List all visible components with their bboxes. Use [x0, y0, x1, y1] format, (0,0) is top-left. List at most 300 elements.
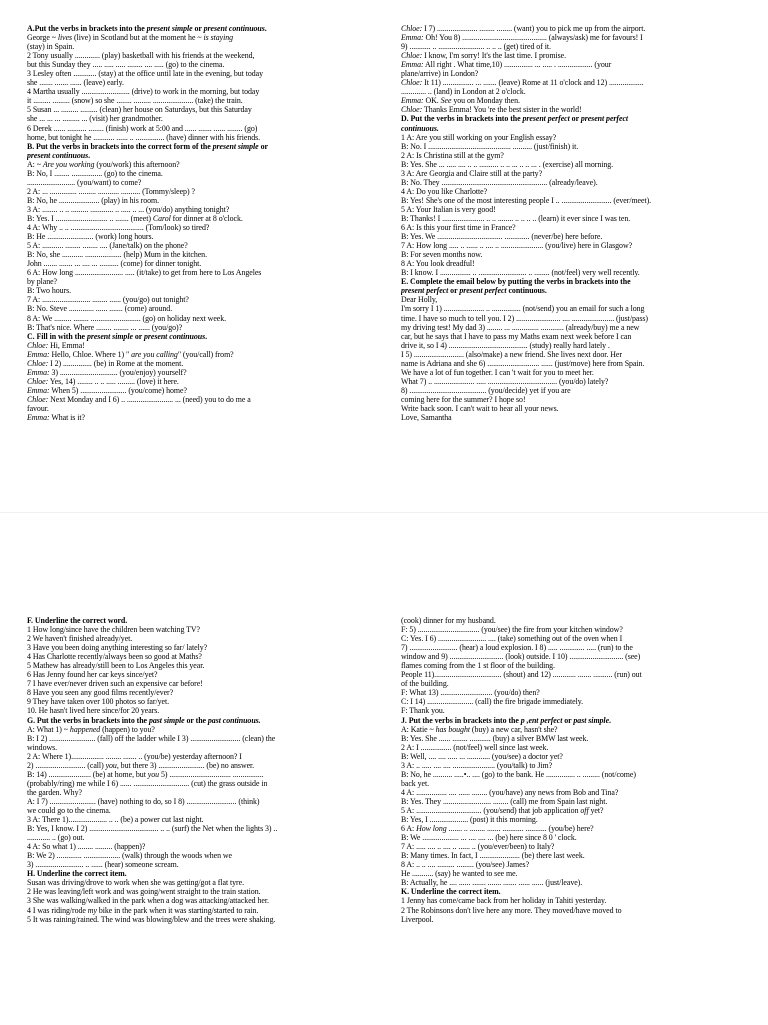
text-run: you on Monday then.	[451, 96, 520, 106]
exercise-line	[401, 142, 744, 151]
text-run: A: ~	[27, 159, 43, 169]
exercise-line	[401, 725, 744, 734]
section-heading	[401, 277, 744, 286]
text-run: Chloe:	[401, 78, 423, 88]
text-run: name is Adriana and she 6) ........................... ...... (just/move) here from Spain.	[401, 358, 645, 368]
section-heading	[401, 114, 744, 123]
text-run: B: That's nice. Where ........ ........ ... ...... (you/go)?	[27, 322, 183, 332]
text-run: A.Put the verbs in brackets into the	[27, 24, 147, 33]
text-run: she ... ... ... ......... ... (visit) her grandmother.	[27, 114, 163, 124]
text-run: (buy) a new car, hasn't she?	[469, 724, 558, 734]
exercise-line	[401, 377, 744, 386]
exercise-line	[27, 404, 367, 413]
exercise-line	[401, 395, 744, 404]
text-run: past continuous.	[207, 715, 261, 725]
exercise-line	[27, 33, 367, 42]
text-run: C. Fill in with the	[27, 331, 87, 341]
text-run: How long	[416, 824, 447, 834]
text-run: 4 A: Do you like Charlotte?	[401, 186, 488, 196]
exercise-line	[27, 250, 367, 259]
text-run: 5 It was raining/rained. The wind was blowing/blew and the trees were shaking.	[27, 914, 276, 924]
text-run: 2) .......................... (call)	[27, 760, 106, 770]
text-run: B: Yes. She ... ..... .... .. .. .......... .. .. ... .. .. ... . (exercise) all morning.	[401, 159, 614, 169]
exercise-line	[401, 268, 744, 277]
text-run: ............ .. (go) out.	[27, 833, 85, 843]
exercise-line	[401, 788, 744, 797]
exercise-line	[401, 906, 744, 915]
exercise-line	[401, 734, 744, 743]
text-run: I 2) ............... (be) in Rome at the moment.	[48, 358, 184, 368]
exercise-line	[27, 341, 367, 350]
text-run: ............. .. (land) in London at 2 o'clock.	[401, 87, 526, 97]
exercise-line	[401, 250, 744, 259]
text-run: B: No. I ........................................... .......... (just/finish) it.	[401, 141, 579, 151]
text-run: or the	[184, 715, 208, 725]
text-run: B: Yes, I know. I 2) .................................... .. .. (surf) the Net when the lights 3) ..	[27, 824, 278, 834]
text-run: C: Yes. I 6) ......................... .... (take) something out of the oven when I	[401, 634, 623, 644]
text-run: 1 How long/since have the children been watching TV?	[27, 625, 200, 635]
text-run: windows.	[27, 742, 58, 752]
text-run: of the building.	[401, 679, 449, 689]
exercise-line	[27, 241, 367, 250]
text-run: present continuous	[27, 150, 89, 160]
exercise-line	[27, 851, 367, 860]
exercise-line	[27, 743, 367, 752]
text-run: Chloe:	[27, 358, 49, 368]
exercise-line	[401, 160, 744, 169]
text-run: present perfect	[401, 286, 449, 296]
exercise-line	[27, 413, 367, 422]
text-run: Chloe:	[401, 51, 423, 61]
exercise-line	[27, 60, 367, 69]
text-run: B: Yes! She's one of the most interesting people I .. .......................... (ever/meet).	[401, 195, 652, 205]
exercise-line	[401, 824, 744, 833]
text-run: I know, I'm sorry! It's the last time. I promise.	[422, 51, 566, 61]
text-run: OK.	[423, 96, 441, 106]
text-run: .	[205, 331, 208, 341]
text-run: (cook) dinner for my husband.	[401, 616, 496, 625]
text-run: B: No, I ........ ................ (go) to the cinema.	[27, 168, 163, 178]
text-run: 6 Derek ...... .......... ........ (finish) work at 5:00 and ...... ....... ...... ........ (go)	[27, 123, 258, 133]
text-run: Emma:	[401, 33, 424, 43]
exercise-line	[401, 42, 744, 51]
section-heading	[27, 869, 367, 878]
text-run: B: I know. I ................ .. ......................... .. ........ (not/feel) very well recently.	[401, 268, 640, 278]
exercise-line	[27, 661, 367, 670]
exercise-line	[27, 205, 367, 214]
exercise-line	[401, 133, 744, 142]
text-run: D. Put the verbs in brackets into the	[401, 114, 523, 124]
exercise-line	[27, 114, 367, 123]
text-run: 5 Susan ... ......... ......... (clean) her house on Saturdays, but this Saturday	[27, 105, 252, 115]
text-run: past simple	[573, 715, 610, 725]
exercise-line	[401, 625, 744, 634]
exercise-line	[27, 752, 367, 761]
exercise-line	[27, 105, 367, 114]
text-run: present perfect	[580, 114, 629, 124]
exercise-line	[27, 634, 367, 643]
text-run: Hello, Chloe. Where 1) "	[49, 349, 132, 359]
exercise-line	[27, 643, 367, 652]
section-heading	[27, 142, 367, 151]
exercise-line	[27, 304, 367, 313]
text-run: Are you working	[42, 159, 95, 169]
exercise-line	[27, 87, 367, 96]
exercise-line	[401, 323, 744, 332]
text-run: past simple	[148, 715, 185, 725]
exercise-line	[27, 386, 367, 395]
text-run: B: Yes. We .................................. ............. (never/be) here before.	[401, 232, 603, 242]
text-run: 5 A: .................................. (you/send) that job application	[401, 805, 581, 815]
exercise-line	[401, 679, 744, 688]
exercise-line	[27, 906, 367, 915]
exercise-line	[401, 169, 744, 178]
text-run: 8) ........................................ (you/decide) yet if you are	[401, 385, 571, 395]
section-heading	[27, 616, 367, 625]
text-run: B: No. Steve ............. ...... ....... (come) around.	[27, 304, 173, 314]
text-run: the garden. Why?	[27, 787, 82, 797]
exercise-line	[27, 842, 367, 851]
exercise-line	[27, 69, 367, 78]
exercise-line	[27, 887, 367, 896]
exercise-line	[27, 915, 367, 924]
exercise-line	[401, 752, 744, 761]
text-run: p ,ent perfect	[520, 715, 563, 725]
text-run: or	[569, 114, 581, 124]
text-run: or	[562, 715, 574, 725]
text-run: ......................... (you/want) to come?	[27, 177, 142, 187]
text-run: my driving test! My dad 3) ........ ... .............. ............ (already/buy) me a new	[401, 322, 640, 332]
text-run: See	[440, 96, 452, 106]
exercise-line	[27, 806, 367, 815]
text-run: present continuous	[203, 24, 265, 33]
text-run: 2 The Robinsons don't live here any more. They moved/have moved to	[401, 905, 622, 915]
text-run: present perfect	[522, 114, 570, 124]
text-run: F: Thank you.	[401, 706, 445, 716]
text-run: (you/work) this afternoon?	[94, 159, 180, 169]
text-run: lives	[57, 33, 73, 43]
top-right-column	[401, 24, 744, 512]
text-run: or	[258, 141, 268, 151]
text-run: Hi, Emma!	[48, 340, 85, 350]
text-run: B: We ................... ... .... .... ... (be) here since 8 0 ' clock.	[401, 833, 577, 843]
text-run: 3 A: ........ .. .. ......... ............ .. ..... .. ... (you/do) anything tonight?	[27, 204, 230, 214]
bottom-page	[0, 512, 768, 1024]
section-heading	[401, 286, 744, 295]
text-run: you	[147, 769, 160, 779]
exercise-line	[27, 187, 367, 196]
exercise-line	[27, 214, 367, 223]
exercise-line	[27, 833, 367, 842]
text-run: 4 I was riding/rode	[27, 905, 88, 915]
text-run: I 7) ..................... ........ ........ (want) you to pick me up from the airport.	[422, 24, 646, 33]
text-run: 6 A: Is this your first time in France?	[401, 223, 516, 233]
exercise-line	[401, 69, 744, 78]
text-run: 4 A: So what 1) ........ ......... (happen)?	[27, 842, 146, 852]
text-run: F: What 13) ........................... (you/do) then?	[401, 688, 540, 698]
exercise-line	[27, 706, 367, 715]
text-run: I'm sorry I 1) ..................... .. ............... (not/send) you an email for such a long	[401, 304, 645, 314]
text-run: drive it, so I 4) ......................................... (study) really hard lately .	[401, 340, 610, 350]
text-run: she ....... ....... ...... (leave) early.	[27, 78, 124, 88]
exercise-line	[401, 634, 744, 643]
text-run: flames coming from the 1 st floor of the building.	[401, 661, 555, 671]
text-run: G. Put the verbs in brackets into the	[27, 715, 149, 725]
text-run: Write back soon. I can't wait to hear all your news.	[401, 403, 559, 413]
text-run: Love, Samantha	[401, 413, 452, 423]
exercise-line	[401, 350, 744, 359]
exercise-line	[27, 295, 367, 304]
text-run: yet?	[588, 805, 604, 815]
text-run: 4 Has Charlotte recently/always been so good at Maths?	[27, 652, 202, 662]
section-heading	[27, 716, 367, 725]
text-run: B: Yes, I .................... (post) it this morning.	[401, 815, 538, 825]
text-run: B: For seven months now.	[401, 250, 483, 260]
text-run: Chloe:	[27, 376, 49, 386]
text-run: are you calling	[131, 349, 178, 359]
text-run: 8 Have you seen any good films recently/ever?	[27, 688, 174, 698]
text-run: is staying	[203, 33, 234, 43]
text-run: plane/arrive) in London?	[401, 69, 479, 79]
text-run: Dear Holly,	[401, 295, 438, 305]
section-heading	[27, 24, 367, 33]
text-run: B: Many times. In fact, I ..................... (be) there last week.	[401, 851, 585, 861]
text-run: B. Put the verbs in brackets into the correct form of the	[27, 141, 213, 151]
exercise-line	[401, 341, 744, 350]
exercise-line	[401, 878, 744, 887]
exercise-line	[401, 259, 744, 268]
exercise-line	[401, 896, 744, 905]
text-run: 3 Lesley often ............ (stay) at the office until late in the evening, but today	[27, 69, 263, 79]
exercise-line	[401, 24, 744, 33]
exercise-line	[401, 404, 744, 413]
section-heading	[401, 124, 744, 133]
text-run: 2 A: ... .............. ......... ........... .......... (Tommy/sleep) ?	[27, 186, 195, 196]
text-run: E. Complete the email below by putting the verbs in brackets into the	[401, 277, 631, 287]
text-run: .	[88, 150, 91, 160]
text-run: All right . What time,10) ............... ... ..... . .................. (your	[423, 60, 612, 70]
text-run: Emma:	[27, 367, 50, 377]
exercise-line	[401, 688, 744, 697]
bottom-right-column	[401, 616, 744, 1025]
exercise-line	[401, 60, 744, 69]
text-run: It 11) ................ ... ....... (leave) Rome at 11 o'clock and 12) ..................	[422, 78, 644, 88]
exercise-line	[27, 78, 367, 87]
text-run: B: He ........................ (work) long hours.	[27, 232, 154, 242]
text-run: 6 A:	[401, 824, 417, 834]
text-run: 7 A: ......................... ........ ...... (you/go) out tonight?	[27, 295, 189, 305]
exercise-line	[401, 359, 744, 368]
text-run: A: What 1) ~	[27, 724, 70, 734]
text-run: 1 A: Are you still working on your English essay?	[401, 132, 557, 142]
exercise-line	[401, 761, 744, 770]
text-run: Oh! You 8) ............................................ (always/ask) me for favours! I	[423, 33, 643, 43]
exercise-line	[27, 377, 367, 386]
exercise-line	[27, 223, 367, 232]
exercise-line	[27, 160, 367, 169]
text-run: ....... .. ........ ....... ........... ........... (you/be) here?	[446, 824, 594, 834]
text-run: B: No. They ....................................................... (already/leave).	[401, 177, 598, 187]
text-run: B: Yes. She ...... ........ ........... (buy) a silver BMW last week.	[401, 733, 589, 743]
text-run: 9) ........... .. ........................ .. .. .. (get) tired of it.	[401, 42, 551, 52]
text-run: K. Underline the correct item.	[401, 887, 501, 897]
exercise-line	[27, 797, 367, 806]
text-run: 7 I have ever/never driven such an expensive car before!	[27, 679, 203, 689]
text-run: Yes, 14) ........ .. .. ..... ......... (love) it here.	[48, 376, 179, 386]
exercise-line	[27, 96, 367, 105]
exercise-line	[401, 214, 744, 223]
text-run: , but there 3) ........................ (be) no answer.	[116, 760, 255, 770]
text-run: Chloe:	[27, 340, 49, 350]
text-run: off	[580, 805, 589, 815]
text-run: 8 A: We ......... ........ .......................... (go) on holiday next week.	[27, 313, 227, 323]
exercise-line	[27, 688, 367, 697]
exercise-line	[27, 652, 367, 661]
text-run: 1 Jenny has come/came back from her holiday in Tahiti yesterday.	[401, 896, 607, 906]
text-run: Chloe:	[401, 24, 423, 33]
exercise-line	[401, 178, 744, 187]
text-run: 2 A: Is Christina still at the gym?	[401, 150, 504, 160]
text-run: C: I 14) ........................ (call) the fire brigade immediately.	[401, 697, 584, 707]
text-run: B: We 2) ............. ................... (walk) through the woods when we	[27, 851, 232, 861]
text-run: for dinner at 8 o'clock.	[170, 213, 243, 223]
exercise-line	[401, 806, 744, 815]
text-run: Emma:	[401, 60, 424, 70]
exercise-line	[27, 350, 367, 359]
exercise-line	[401, 915, 744, 924]
section-heading	[27, 151, 367, 160]
exercise-line	[401, 187, 744, 196]
text-run: 7 A: How long ..... .. ...... .. .... .. ...................... (you/live) here in Glasgow?	[401, 241, 633, 251]
text-run: Susan was driving/drove to work when she was getting/got a flat tyre.	[27, 878, 245, 888]
text-run: 2 He was leaving/left work and was going/went straight to the train station.	[27, 887, 261, 897]
text-run: What is it?	[49, 413, 85, 423]
exercise-line	[401, 295, 744, 304]
exercise-line	[27, 824, 367, 833]
exercise-line	[401, 815, 744, 824]
text-run: 4 Martha usually ......................... (drive) to work in the morning, but today	[27, 87, 260, 97]
text-run: Liverpool.	[401, 914, 434, 924]
top-page	[0, 0, 768, 512]
text-run: present perfect	[459, 286, 507, 296]
text-run: has bought	[435, 724, 470, 734]
text-run: John ....... ....... ... .... ... .......... (come) for dinner tonight.	[27, 259, 202, 269]
exercise-line	[401, 661, 744, 670]
exercise-line	[401, 833, 744, 842]
text-run: or	[132, 331, 144, 341]
exercise-line	[401, 51, 744, 60]
text-run: I 5) .......................... (also/make) a new friend. She lives next door. Her	[401, 349, 622, 359]
text-run: 3 Have you been doing anything interesting so far/ lately?	[27, 643, 208, 653]
text-run: (happen) to you?	[100, 724, 155, 734]
text-run: J. Put the verbs in brackets into the	[401, 715, 521, 725]
text-run: bike in the park when it was starting/started to rain.	[96, 905, 259, 915]
exercise-line	[401, 304, 744, 313]
exercise-line	[27, 878, 367, 887]
exercise-line	[401, 413, 744, 422]
text-run: or	[192, 24, 204, 33]
text-run: B: No, he .......... .....•.. .... (go) to the bank. He ............... .. ......... (not/come)	[401, 769, 636, 779]
text-run: He ........... (say) he wanted to see me.	[401, 869, 518, 879]
text-run: it ......... ......... (snow) so she ........ ......... ..................... (take) the train.	[27, 96, 243, 106]
text-run: 2 A: Where 1)................. ........ ....... .. (you/be) yesterday afternoon? I	[27, 751, 242, 761]
exercise-line	[27, 697, 367, 706]
text-run: 5 A: Your Italian is very good!	[401, 204, 496, 214]
bottom-left-column	[27, 616, 367, 1025]
exercise-line	[27, 286, 367, 295]
text-run: .	[264, 24, 267, 33]
text-run: but this Sunday they ..... ..... ..... ........ .... ..... (go) to the cinema.	[27, 60, 225, 70]
exercise-line	[27, 323, 367, 332]
exercise-line	[27, 725, 367, 734]
text-run: favour.	[27, 403, 49, 413]
exercise-line	[27, 734, 367, 743]
exercise-line	[401, 616, 744, 625]
text-run: present continuous	[144, 331, 206, 341]
text-run: People 11)................................... (shout) and 12) ............ ....... .......... (run) out	[401, 670, 642, 680]
top-left-column	[27, 24, 367, 512]
text-run: Emma:	[27, 413, 50, 423]
text-run: B: Two hours.	[27, 286, 72, 296]
text-run: 4 A: Why .. .. ...................................... (Tom/look) so tired?	[27, 223, 210, 233]
text-run: " (you/call) from?	[177, 349, 234, 359]
text-run: present simple	[212, 141, 259, 151]
text-run: A: Katie ~	[401, 724, 436, 734]
exercise-line	[27, 314, 367, 323]
text-run: 5) ................................ ................	[159, 769, 264, 779]
text-run: 5 Mathew has already/still been to Los Angeles this year.	[27, 661, 205, 671]
text-run: or	[448, 286, 460, 296]
exercise-line	[27, 277, 367, 286]
exercise-line	[401, 779, 744, 788]
text-run: A: I 7) ........................ (have) nothing to do, so I 8) .......................... (think)	[27, 796, 260, 806]
exercise-line	[401, 105, 744, 114]
text-run: B: Well, .... .... ..... ... ............ (you/see) a doctor yet?	[401, 751, 563, 761]
exercise-line	[401, 232, 744, 241]
exercise-line	[27, 268, 367, 277]
exercise-line	[401, 869, 744, 878]
text-run: B: I 2) ........................ (fall) off the ladder while I 3) .......................... (clean) the	[27, 733, 276, 743]
text-run: coming here for the summer? I hope so!	[401, 394, 526, 404]
text-run: 9 They have taken over 100 photos so far/yet.	[27, 697, 170, 707]
exercise-line	[27, 770, 367, 779]
exercise-line	[401, 386, 744, 395]
text-run: Emma:	[27, 349, 50, 359]
exercise-line	[27, 679, 367, 688]
exercise-line	[401, 797, 744, 806]
exercise-line	[401, 652, 744, 661]
exercise-line	[27, 124, 367, 133]
text-run: B: Thanks! I ...................... .. .. ........ .. .. .. .. (learn) it ever since I was ten.	[401, 213, 631, 223]
exercise-line	[27, 259, 367, 268]
text-run: (probably/ring) me while I 6) ...... ............................. (cut) the grass outside in	[27, 778, 268, 788]
text-run: present simple	[146, 24, 193, 33]
text-run: window and 9) ............................ (look) outside. I 10) ............................ (see)	[401, 652, 641, 662]
text-run: we could go to the cinema.	[27, 805, 111, 815]
exercise-line	[401, 643, 744, 652]
exercise-line	[401, 743, 744, 752]
text-run: 8 A: .. .. .... ......... ......... (you/see) James?	[401, 860, 530, 870]
exercise-line	[401, 706, 744, 715]
text-run: 7) ......................... (hear) a loud explosion. I 8) ..... ............. ..... (run) to the	[401, 643, 633, 653]
exercise-line	[27, 196, 367, 205]
exercise-line	[401, 697, 744, 706]
text-run: back yet.	[401, 778, 430, 788]
exercise-line	[27, 670, 367, 679]
exercise-line	[27, 896, 367, 905]
section-heading	[401, 887, 744, 896]
exercise-line	[401, 332, 744, 341]
